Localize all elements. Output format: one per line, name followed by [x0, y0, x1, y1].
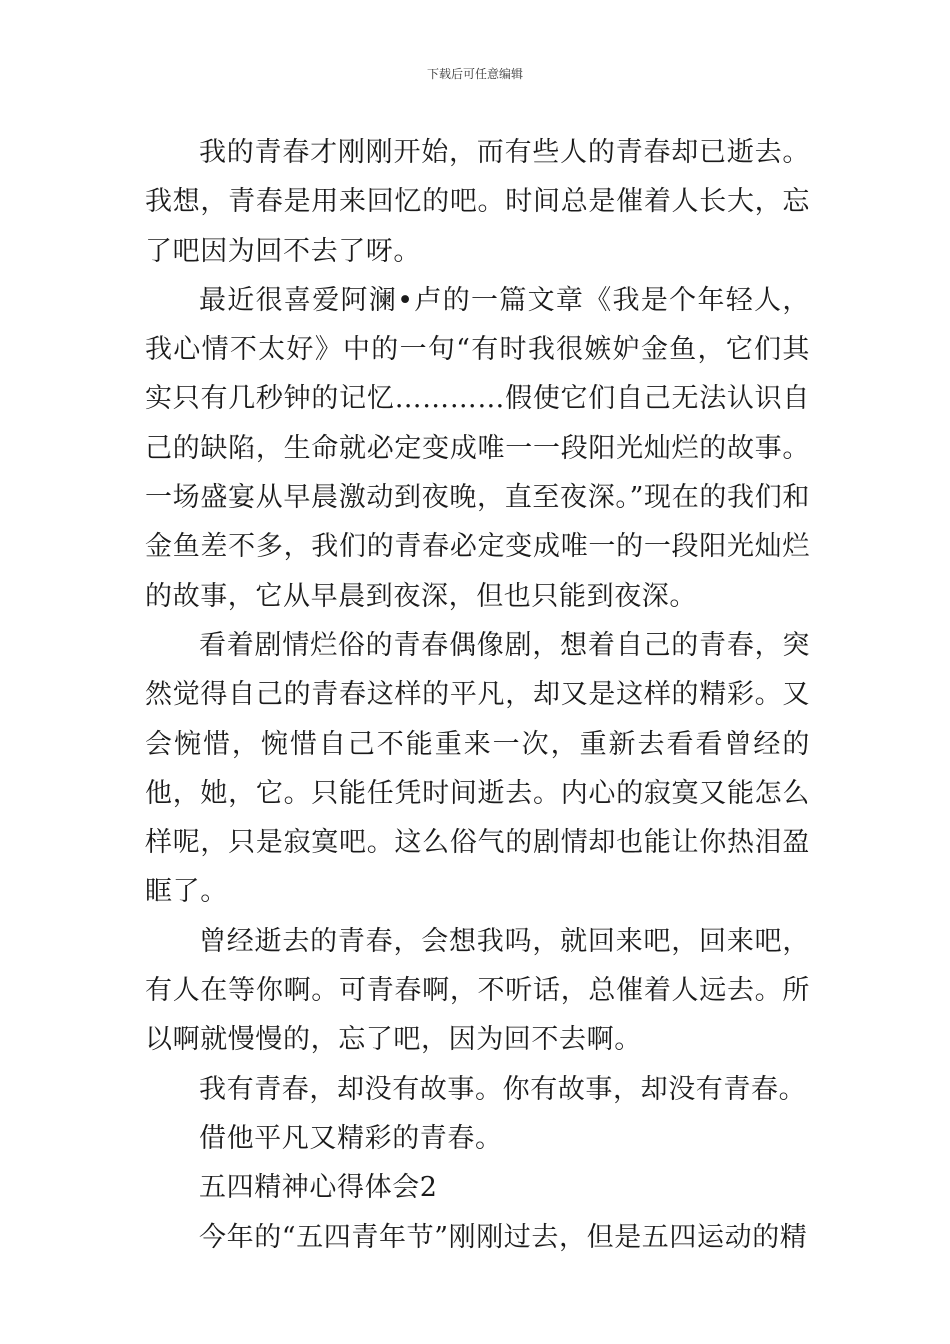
- paragraph-4: 曾经逝去的青春，会想我吗，就回来吧，回来吧，有人在等你啊。可青春啊，不听话，总催着人远去。所以啊就慢慢的，忘了吧，因为回不去啊。: [145, 925, 810, 1056]
- document-body: [145, 128, 810, 1262]
- paragraph-6: 借他平凡又精彩的青春。: [199, 1122, 503, 1154]
- section-heading: 五四精神心得体会2: [199, 1172, 438, 1204]
- paragraph-3: 看着剧情烂俗的青春偶像剧，想着自己的青春，突然觉得自己的青春这样的平凡，却又是这样的精彩。又会惋惜，惋惜自己不能重来一次，重新去看看曾经的他，她，它。只能任凭时间逝去。内心的寂寞又能怎么样呢，只是寂寞吧。这么俗气的剧情却也能让你热泪盈眶了。: [145, 629, 810, 908]
- paragraph-2: 最近很喜爱阿澜•卢的一篇文章《我是个年轻人，我心情不太好》中的一句“有时我很嫉妒金鱼，它们其实只有几秒钟的记忆…………假使它们自己无法认识自己的缺陷，生命就必定变成唯一一段阳光灿烂的故事。一场盛宴从早晨激动到夜晚，直至夜深。”现在的我们和金鱼差不多，我们的青春必定变成唯一的一段阳光灿烂的故事，它从早晨到夜深，但也只能到夜深。: [145, 284, 810, 612]
- page-header-note: 下载后可任意编辑: [426, 67, 523, 81]
- paragraph-1: 我的青春才刚刚开始，而有些人的青春却已逝去。我想，青春是用来回忆的吧。时间总是催着人长大，忘了吧因为回不去了呀。: [145, 137, 810, 267]
- paragraph-7: 今年的“五四青年节”刚刚过去，但是五四运动的精: [199, 1221, 808, 1253]
- paragraph-5: 我有青春，却没有故事。你有故事，却没有青春。: [199, 1073, 807, 1105]
